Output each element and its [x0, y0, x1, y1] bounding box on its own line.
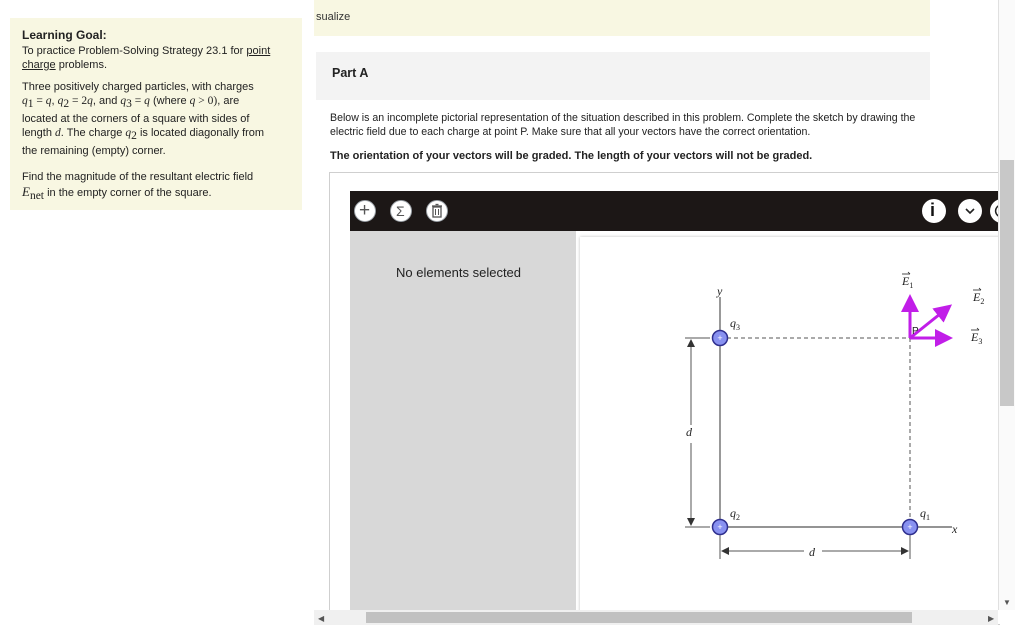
- problem-statement: Three positively charged particles, with charges $q_1 = q$, $q_2 = 2q$, and $q_3 = q$ (where q > 0), are located at the corners of a square with sides of length d. The charge $q_2$ is located diagonally from the remaining (empty) corner.: [22, 80, 265, 157]
- info-button[interactable]: [922, 199, 946, 223]
- plus-icon: +: [359, 200, 371, 221]
- e1-label: $E_1$: [902, 274, 914, 290]
- point-p-label: P: [912, 326, 919, 337]
- charge-q3: [713, 331, 728, 346]
- drawing-tool: [329, 172, 1000, 625]
- info-icon: i: [930, 200, 936, 220]
- learning-goal-panel: [10, 18, 302, 210]
- task-statement: Find the magnitude of the resultant electric field $E_{net}$ in the empty corner of the square.: [22, 171, 254, 203]
- goal-text: To practice Problem-Solving Strategy 23.1 for: [22, 44, 247, 57]
- charge-q2: [713, 520, 728, 535]
- point-charge-link[interactable]: point charge: [22, 44, 271, 71]
- instructions-text: Below is an incomplete pictorial representation of the situation described in this problem. Complete the sketch by drawing the electric field due to each charge at point P. Make sure that all your vectors have the correct orientation.: [330, 112, 916, 138]
- selection-panel: [350, 231, 576, 625]
- expand-button[interactable]: [958, 199, 982, 223]
- diagram-svg: [580, 237, 1000, 625]
- vector-arrow-marks: [902, 272, 981, 330]
- svg-text:+: +: [907, 522, 913, 532]
- visualize-banner: [314, 0, 930, 36]
- banner-text: sualize: [316, 11, 351, 23]
- sum-vectors-button[interactable]: [390, 200, 412, 222]
- charge-q1: [903, 520, 918, 535]
- x-axis-label: x: [952, 522, 958, 536]
- delete-button[interactable]: [426, 200, 448, 222]
- svg-text:+: +: [717, 522, 723, 532]
- scroll-left-arrow-icon[interactable]: ◀: [318, 614, 325, 623]
- q3-label: $q_3$: [730, 316, 740, 332]
- d-vertical-label: d: [686, 425, 692, 439]
- scroll-down-arrow-icon[interactable]: ▼: [1003, 598, 1011, 607]
- q1-label: $q_1$: [920, 506, 930, 522]
- part-a-header[interactable]: [316, 52, 930, 100]
- trash-icon: [427, 201, 447, 221]
- horizontal-scroll-thumb[interactable]: [366, 612, 912, 623]
- y-axis-label: y: [717, 284, 723, 298]
- d-horizontal-label: d: [809, 545, 815, 559]
- svg-text:+: +: [717, 333, 723, 343]
- e2-label: $E_2$: [973, 290, 985, 306]
- drawing-canvas[interactable]: [580, 237, 1000, 625]
- goal-text: problems.: [55, 59, 107, 71]
- learning-goal-title: Learning Goal:: [22, 28, 107, 42]
- q2-label: $q_2$: [730, 506, 740, 522]
- add-vector-button[interactable]: [354, 200, 376, 222]
- selection-status: No elements selected: [396, 265, 522, 280]
- grading-note: The orientation of your vectors will be graded. The length of your vectors will not be graded.: [330, 150, 813, 162]
- sigma-icon: Σ: [396, 203, 405, 219]
- e3-label: $E_3$: [971, 330, 983, 346]
- vertical-scroll-thumb[interactable]: [1000, 160, 1014, 406]
- part-a-label: Part A: [332, 66, 369, 80]
- chevron-down-icon: [958, 199, 982, 223]
- scroll-right-arrow-icon[interactable]: ▶: [988, 614, 995, 623]
- tool-toolbar: [350, 191, 1000, 231]
